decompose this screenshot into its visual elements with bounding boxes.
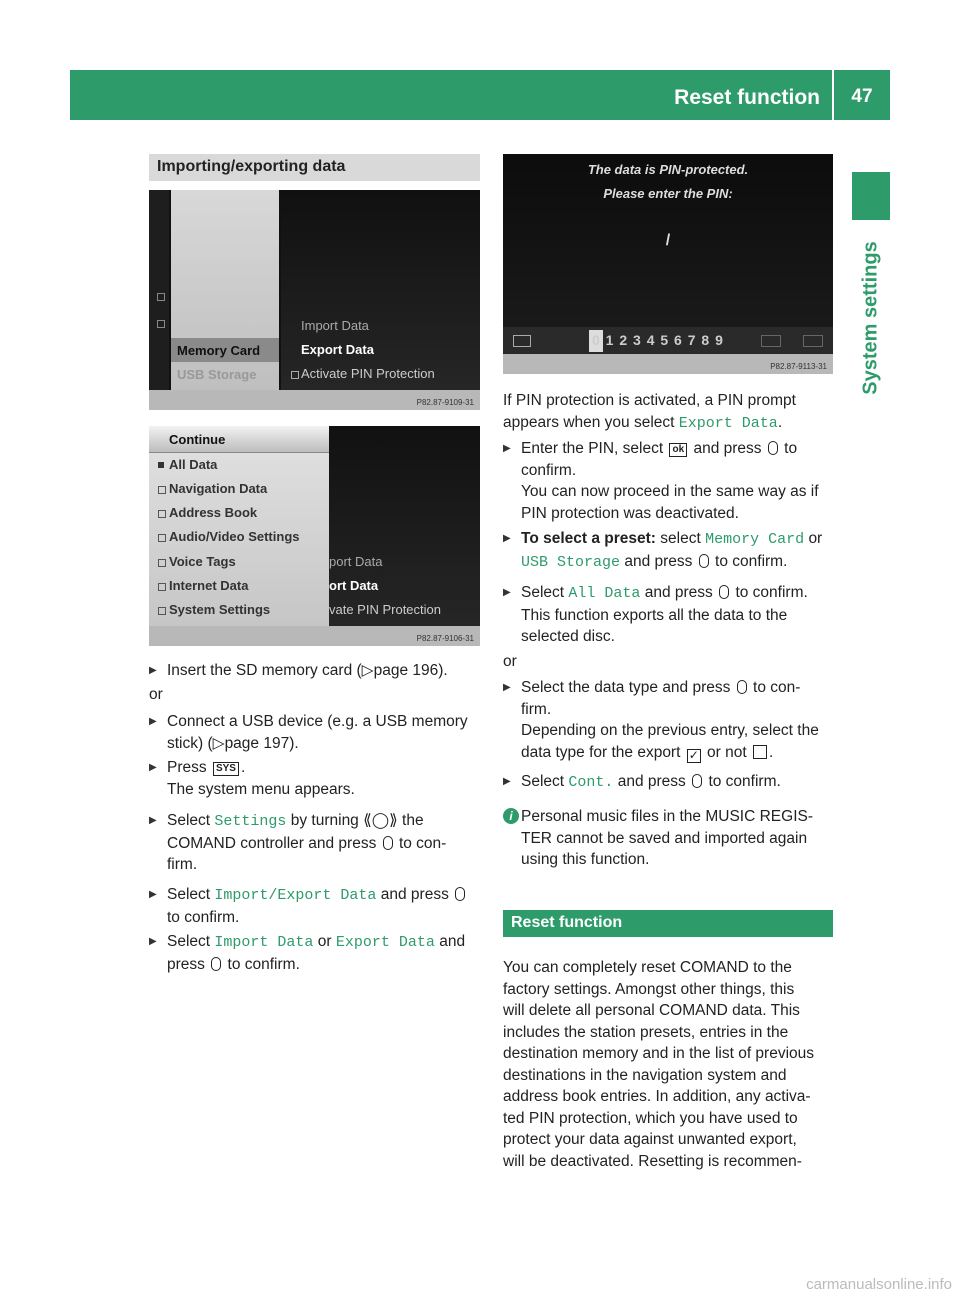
step-select-preset: ▶ To select a preset: select Memory Card or USB Storage and press to confirm.	[503, 528, 822, 573]
step-select-cont: ▶ Select Cont. and press to confirm.	[503, 771, 781, 794]
checkbox-icon	[158, 486, 166, 494]
checkbox-checked-icon: ✓	[688, 747, 699, 762]
controller-press-icon	[692, 774, 702, 788]
step-insert-sd: ▶ Insert the SD memory card (▷page 196).	[149, 660, 448, 682]
menu-item-import-data[interactable]: Import Data	[301, 318, 369, 333]
menu-item-all-data[interactable]: All Data	[169, 457, 218, 472]
screenshot-data-type-menu	[149, 426, 480, 646]
checkbox-icon	[158, 583, 166, 591]
watermark: carmanualsonline.info	[806, 1276, 952, 1293]
controller-press-icon	[455, 887, 465, 901]
checkbox-icon	[291, 371, 299, 379]
step-select-import-or-export: ▶ Select Import Data or Export Data and press to confirm.	[149, 931, 465, 975]
step-connect-usb: ▶ Connect a USB device (e.g. a USB memory stick) (▷page 197).	[149, 711, 468, 754]
image-caption: P82.87-9113-31	[770, 362, 827, 371]
menu-item-system-settings[interactable]: System Settings	[169, 602, 271, 617]
section-heading-reset	[503, 910, 833, 937]
checkbox-icon	[158, 559, 166, 567]
controller-turn-icon: ⟪◯⟫	[363, 812, 398, 829]
step-select-import-export: ▶ Select Import/Export Data and press to confirm.	[149, 884, 467, 928]
side-tab	[852, 228, 890, 408]
or-text: or	[149, 686, 163, 703]
sys-key-icon: SYS	[213, 762, 239, 776]
side-tab-block	[852, 172, 890, 220]
info-icon: i	[503, 807, 519, 825]
menu-item-export-partial: ort Data	[329, 578, 379, 593]
screenshot-import-export-menu	[149, 190, 480, 410]
checkbox-icon	[158, 510, 166, 518]
header-title: Reset function	[674, 86, 820, 109]
menu-item-memory-card[interactable]: Memory Card	[177, 343, 261, 358]
step-enter-pin: ▶ Enter the PIN, select ok and press to confirm. You can now proceed in the same way as if PIN protection was deactivated.	[503, 438, 819, 524]
digit-keypad[interactable]: 0 1 2 3 4 5 6 7 8 9	[592, 332, 724, 348]
ok-icon[interactable]	[803, 335, 823, 347]
data-type-panel	[149, 426, 329, 626]
menu-item-export-data[interactable]: Export Data	[301, 342, 374, 357]
section-heading-text: Reset function	[511, 914, 623, 931]
menu-item-import-partial: port Data	[329, 554, 383, 569]
checkbox-checked-icon	[158, 462, 164, 468]
image-caption: P82.87-9106-31	[416, 634, 474, 643]
pin-cursor: /	[665, 232, 671, 249]
menu-item-pin-partial: vate PIN Protection	[329, 602, 441, 617]
step-select-all-data: ▶ Select All Data and press to confirm. This function exports all the data to the selected disc.	[503, 582, 808, 648]
screenshot-pin-prompt	[503, 154, 833, 374]
controller-press-icon	[768, 441, 778, 455]
checkbox-icon	[158, 607, 166, 615]
left-strip	[149, 190, 169, 390]
side-tab-label: System settings	[859, 241, 882, 395]
menu-item-internet-data[interactable]: Internet Data	[169, 578, 249, 593]
strip-marker-icon	[157, 293, 165, 301]
step-select-settings: ▶ Select Settings by turning ⟪◯⟫ the COMAND controller and press to con- firm.	[149, 810, 446, 876]
pin-intro: If PIN protection is activated, a PIN prompt appears when you select Export Data.	[503, 392, 796, 432]
controller-press-icon	[383, 836, 393, 850]
controller-press-icon	[719, 585, 729, 599]
step-press-sys: ▶ Press SYS . The system menu appears.	[149, 757, 355, 800]
pin-prompt-line1: The data is PIN-protected.	[587, 162, 749, 177]
menu-item-usb-storage[interactable]: USB Storage	[177, 367, 257, 382]
page-number: 47	[851, 86, 873, 107]
section-heading-text: Importing/exporting data	[157, 158, 346, 175]
menu-item-activate-pin[interactable]: Activate PIN Protection	[301, 366, 435, 381]
ok-key-icon: ok	[669, 443, 687, 457]
menu-item-address-book[interactable]: Address Book	[169, 505, 258, 520]
menu-item-continue[interactable]: Continue	[169, 432, 226, 447]
menu-item-audio-video[interactable]: Audio/Video Settings	[169, 529, 300, 544]
section-heading-import-export	[149, 154, 480, 181]
options-panel	[281, 190, 480, 390]
pin-prompt-line2: Please enter the PIN:	[603, 186, 733, 201]
clear-icon[interactable]	[761, 335, 781, 347]
controller-press-icon	[211, 957, 221, 971]
checkbox-icon	[158, 534, 166, 542]
options-panel	[329, 426, 480, 626]
image-caption: P82.87-9109-31	[416, 398, 474, 407]
controller-press-icon	[699, 554, 709, 568]
strip-marker-icon	[157, 320, 165, 328]
page-ref-arrow-icon: ▷	[212, 734, 225, 752]
step-select-data-type: ▶ Select the data type and press to con- firm. Depending on the previous entry, select the data type for the export ✓ or not .	[503, 677, 819, 763]
page-ref-arrow-icon: ▷	[361, 662, 374, 679]
checkbox-empty-icon	[753, 745, 767, 759]
controller-press-icon	[737, 680, 747, 694]
or-text: or	[503, 653, 517, 670]
menu-item-navigation-data[interactable]: Navigation Data	[169, 481, 268, 496]
menu-item-voice-tags[interactable]: Voice Tags	[169, 554, 236, 569]
back-icon[interactable]	[513, 335, 531, 347]
reset-paragraph: You can completely reset COMAND to the factory settings. Amongst other things, this will delete all personal COMAND data. This includes the station presets, entries in the destination memory and in the list of previous destinations in the navigation system and address book entries. In addition, any activa- ted PIN protection, which you have used to protect your data against unwanted export, will be deactivated. Resetting is recommen-	[503, 959, 815, 1170]
info-note: Personal music files in the MUSIC REGIS- TER cannot be saved and imported again using this function.	[521, 808, 814, 868]
